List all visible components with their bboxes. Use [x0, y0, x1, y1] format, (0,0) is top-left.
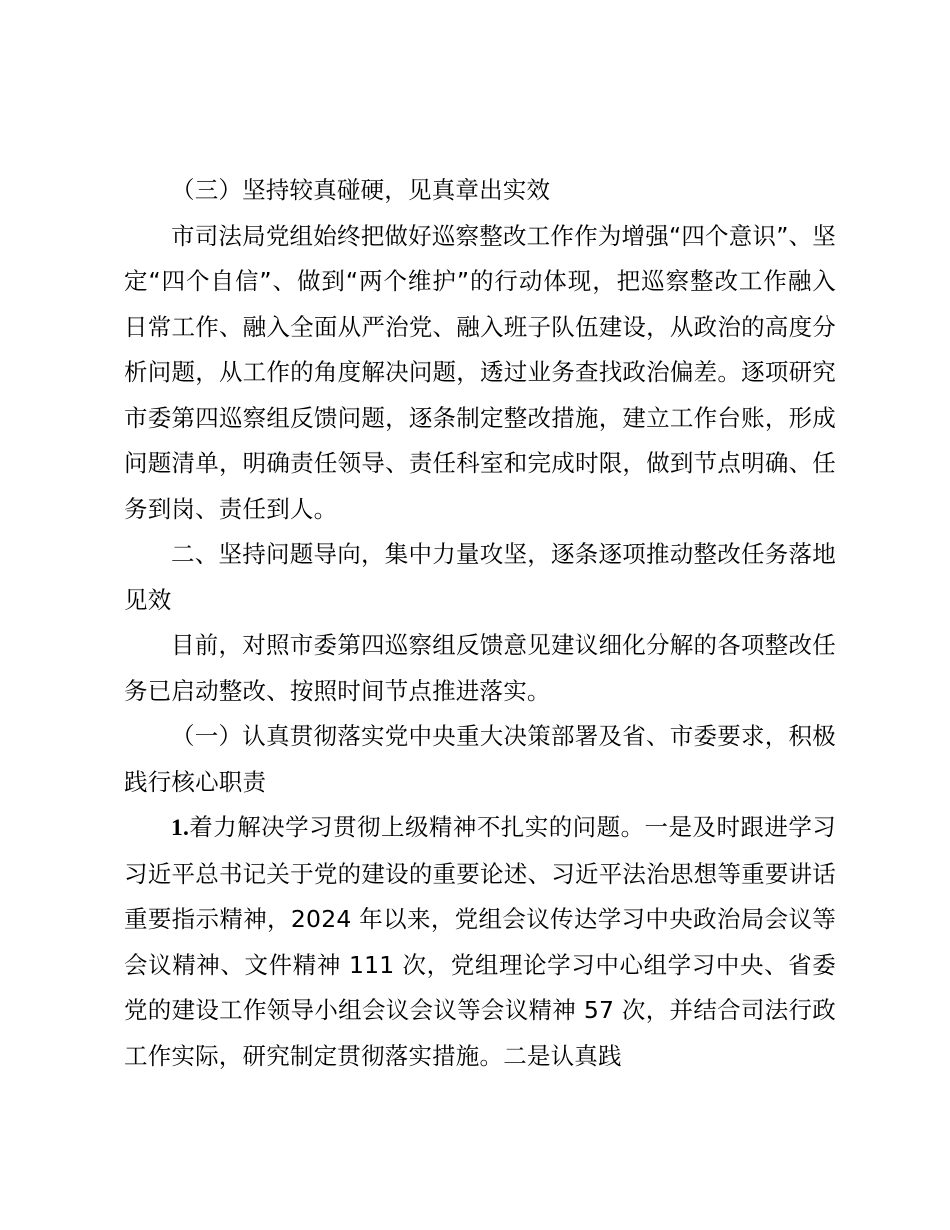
section-heading-3: （三）坚持较真碰硬，见真章出实效: [171, 176, 551, 204]
section-heading-1: （一）认真贯彻落实党中央重大决策部署及省、市委要求，积极践行核心职责: [124, 722, 836, 796]
numbered-paragraph: [124, 805, 836, 1079]
chapter-heading-2: 二、坚持问题导向，集中力量攻坚，逐条逐项推动整改任务落地见效: [124, 540, 836, 614]
body-paragraph: 市司法局党组始终把做好巡察整改工作作为增强“四个意识”、坚定“四个自信”、做到“两个维护”的行动体现，把巡察整改工作融入日常工作、融入全面从严治党、融入班子队伍建设，从政治的高度分析问题，从工作的角度解决问题，透过业务查找政治偏差。逐项研究市委第四巡察组反馈问题，逐条制定整改措施，建立工作台账，形成问题清单，明确责任领导、责任科室和完成时限，做到节点明确、任务到岗、责任到人。: [124, 221, 836, 523]
item-number: 1.: [171, 815, 190, 841]
numbered-paragraph-text: 着力解决学习贯彻上级精神不扎实的问题。一是及时跟进学习习近平总书记关于党的建设的重要论述、习近平法治思想等重要讲话重要指示精神，2024 年以来，党组会议传达学习中央政治局会议等会议精神、文件精神 111 次，党组理论学习中心组学习中央、省委党的建设工作领导小组会议会议等会议精神 57 次，并结合司法行政工作实际，研究制定贯彻落实措施。二是认真践: [124, 813, 836, 1070]
document-body: [124, 168, 836, 1079]
body-paragraph: 目前，对照市委第四巡察组反馈意见建议细化分解的各项整改任务已启动整改、按照时间节点推进落实。: [124, 631, 836, 705]
